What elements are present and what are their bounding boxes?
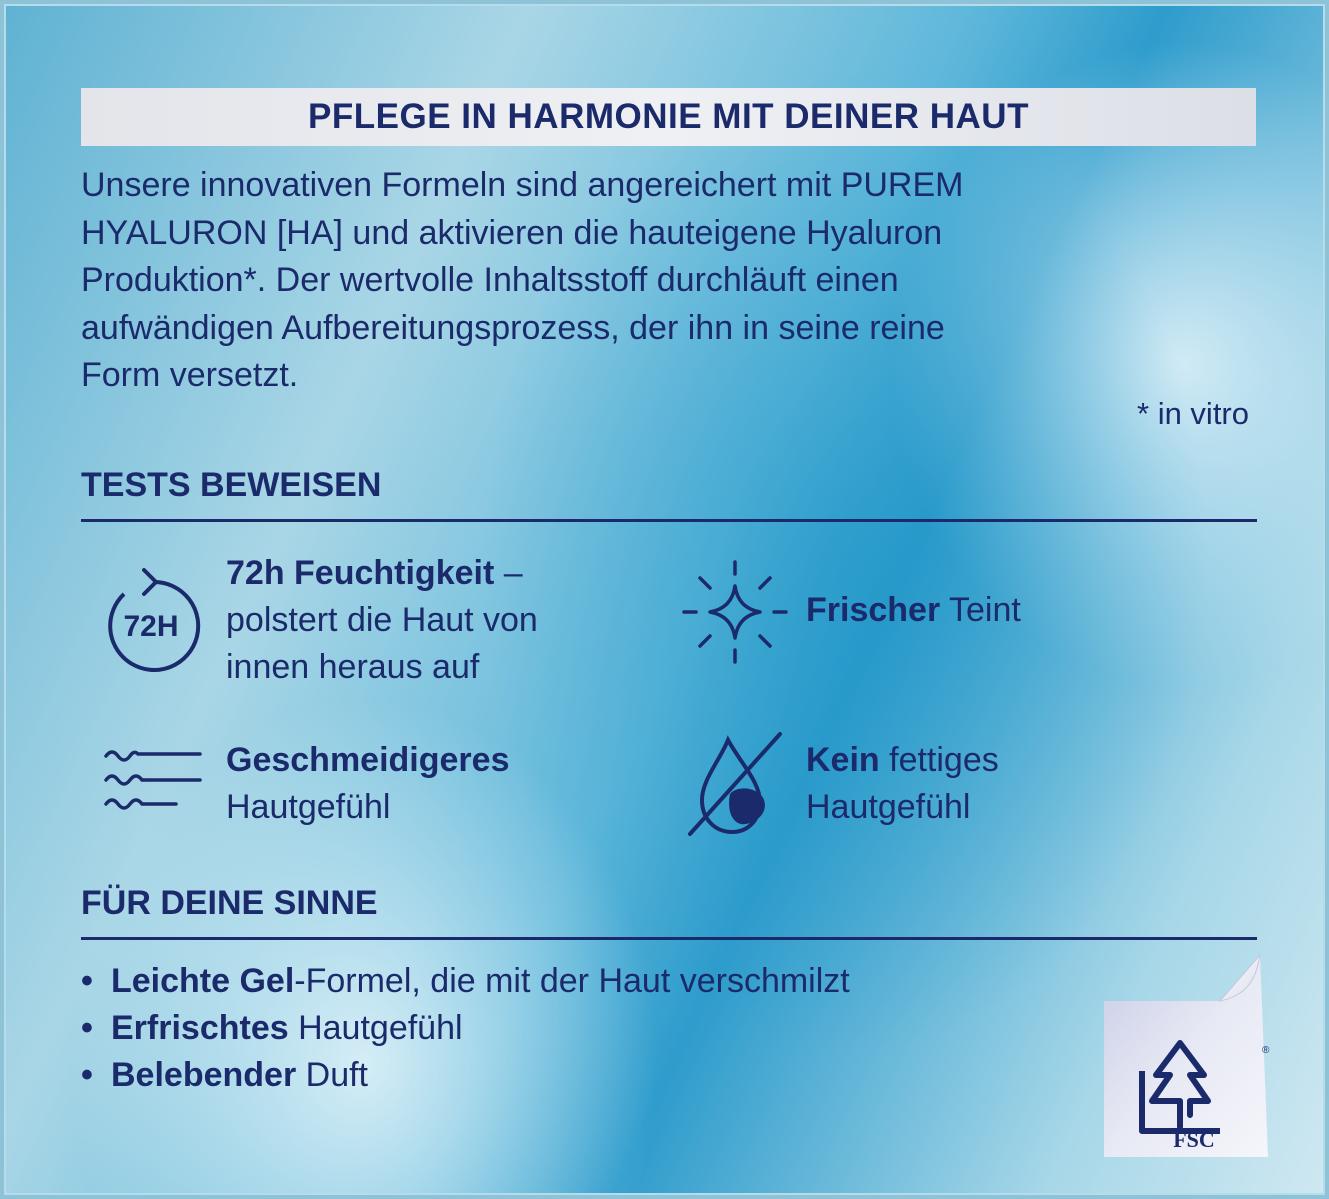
bullet-rest: -Formel, die mit der Haut verschmilzt	[294, 962, 850, 1000]
feature-rest: fettiges	[879, 741, 999, 779]
waves-icon	[104, 746, 204, 822]
list-item	[81, 958, 850, 1005]
intro-line: Form versetzt.	[81, 356, 299, 394]
sparkle-icon	[680, 560, 790, 664]
feature-line: Hautgefühl	[806, 788, 971, 826]
fsc-label: FSC	[1173, 1127, 1215, 1152]
feature-fresh-complexion	[806, 587, 1021, 634]
bullet-rest: Hautgefühl	[288, 1009, 463, 1047]
intro-text	[81, 162, 1261, 400]
tests-heading: TESTS BEWEISEN	[81, 466, 1257, 522]
feature-moisture	[226, 550, 538, 691]
list-item	[81, 1005, 850, 1052]
senses-list	[81, 958, 850, 1099]
senses-heading: FÜR DEINE SINNE	[81, 884, 1257, 940]
bullet-dot: •	[81, 1056, 93, 1094]
intro-line: Produktion*. Der wertvolle Inhaltsstoff durchläuft einen	[81, 261, 899, 299]
bullet-dot: •	[81, 1009, 93, 1047]
feature-line: Hautgefühl	[226, 788, 391, 826]
list-item	[81, 1052, 850, 1099]
feature-rest: Teint	[940, 591, 1021, 629]
feature-line: polstert die Haut von	[226, 601, 538, 639]
72h-clock-icon	[104, 560, 204, 680]
footnote: * in vitro	[1137, 396, 1249, 431]
feature-bold: 72h Feuchtigkeit	[226, 554, 495, 592]
bullet-bold: Belebender	[111, 1056, 297, 1094]
intro-line: Unsere innovativen Formeln sind angereichert mit PUREM	[81, 166, 964, 204]
72h-icon-text: 72H	[123, 610, 179, 643]
feature-not-greasy	[806, 737, 999, 831]
no-oil-drop-icon	[680, 730, 790, 840]
feature-bold: Frischer	[806, 591, 941, 629]
page-title: PFLEGE IN HARMONIE MIT DEINER HAUT	[308, 97, 1029, 136]
feature-line: innen heraus auf	[226, 648, 480, 686]
fsc-corner	[1102, 949, 1272, 1159]
feature-rest: –	[494, 554, 523, 592]
intro-line: aufwändigen Aufbereitungsprozess, der ihn in seine reine	[81, 308, 945, 347]
feature-bold: Kein	[806, 741, 880, 779]
bullet-bold: Leichte Gel	[111, 962, 295, 1000]
bullet-dot: •	[81, 962, 93, 1000]
bullet-bold: Erfrischtes	[111, 1009, 289, 1047]
bullet-rest: Duft	[296, 1056, 368, 1094]
intro-line: HYALURON [HA] und aktivieren die hauteigene Hyaluron	[81, 213, 943, 252]
title-bar	[81, 88, 1256, 146]
fsc-registered-mark: ®	[1262, 1045, 1270, 1056]
feature-smooth-skin	[226, 737, 509, 831]
feature-bold: Geschmeidigeres	[226, 741, 510, 779]
